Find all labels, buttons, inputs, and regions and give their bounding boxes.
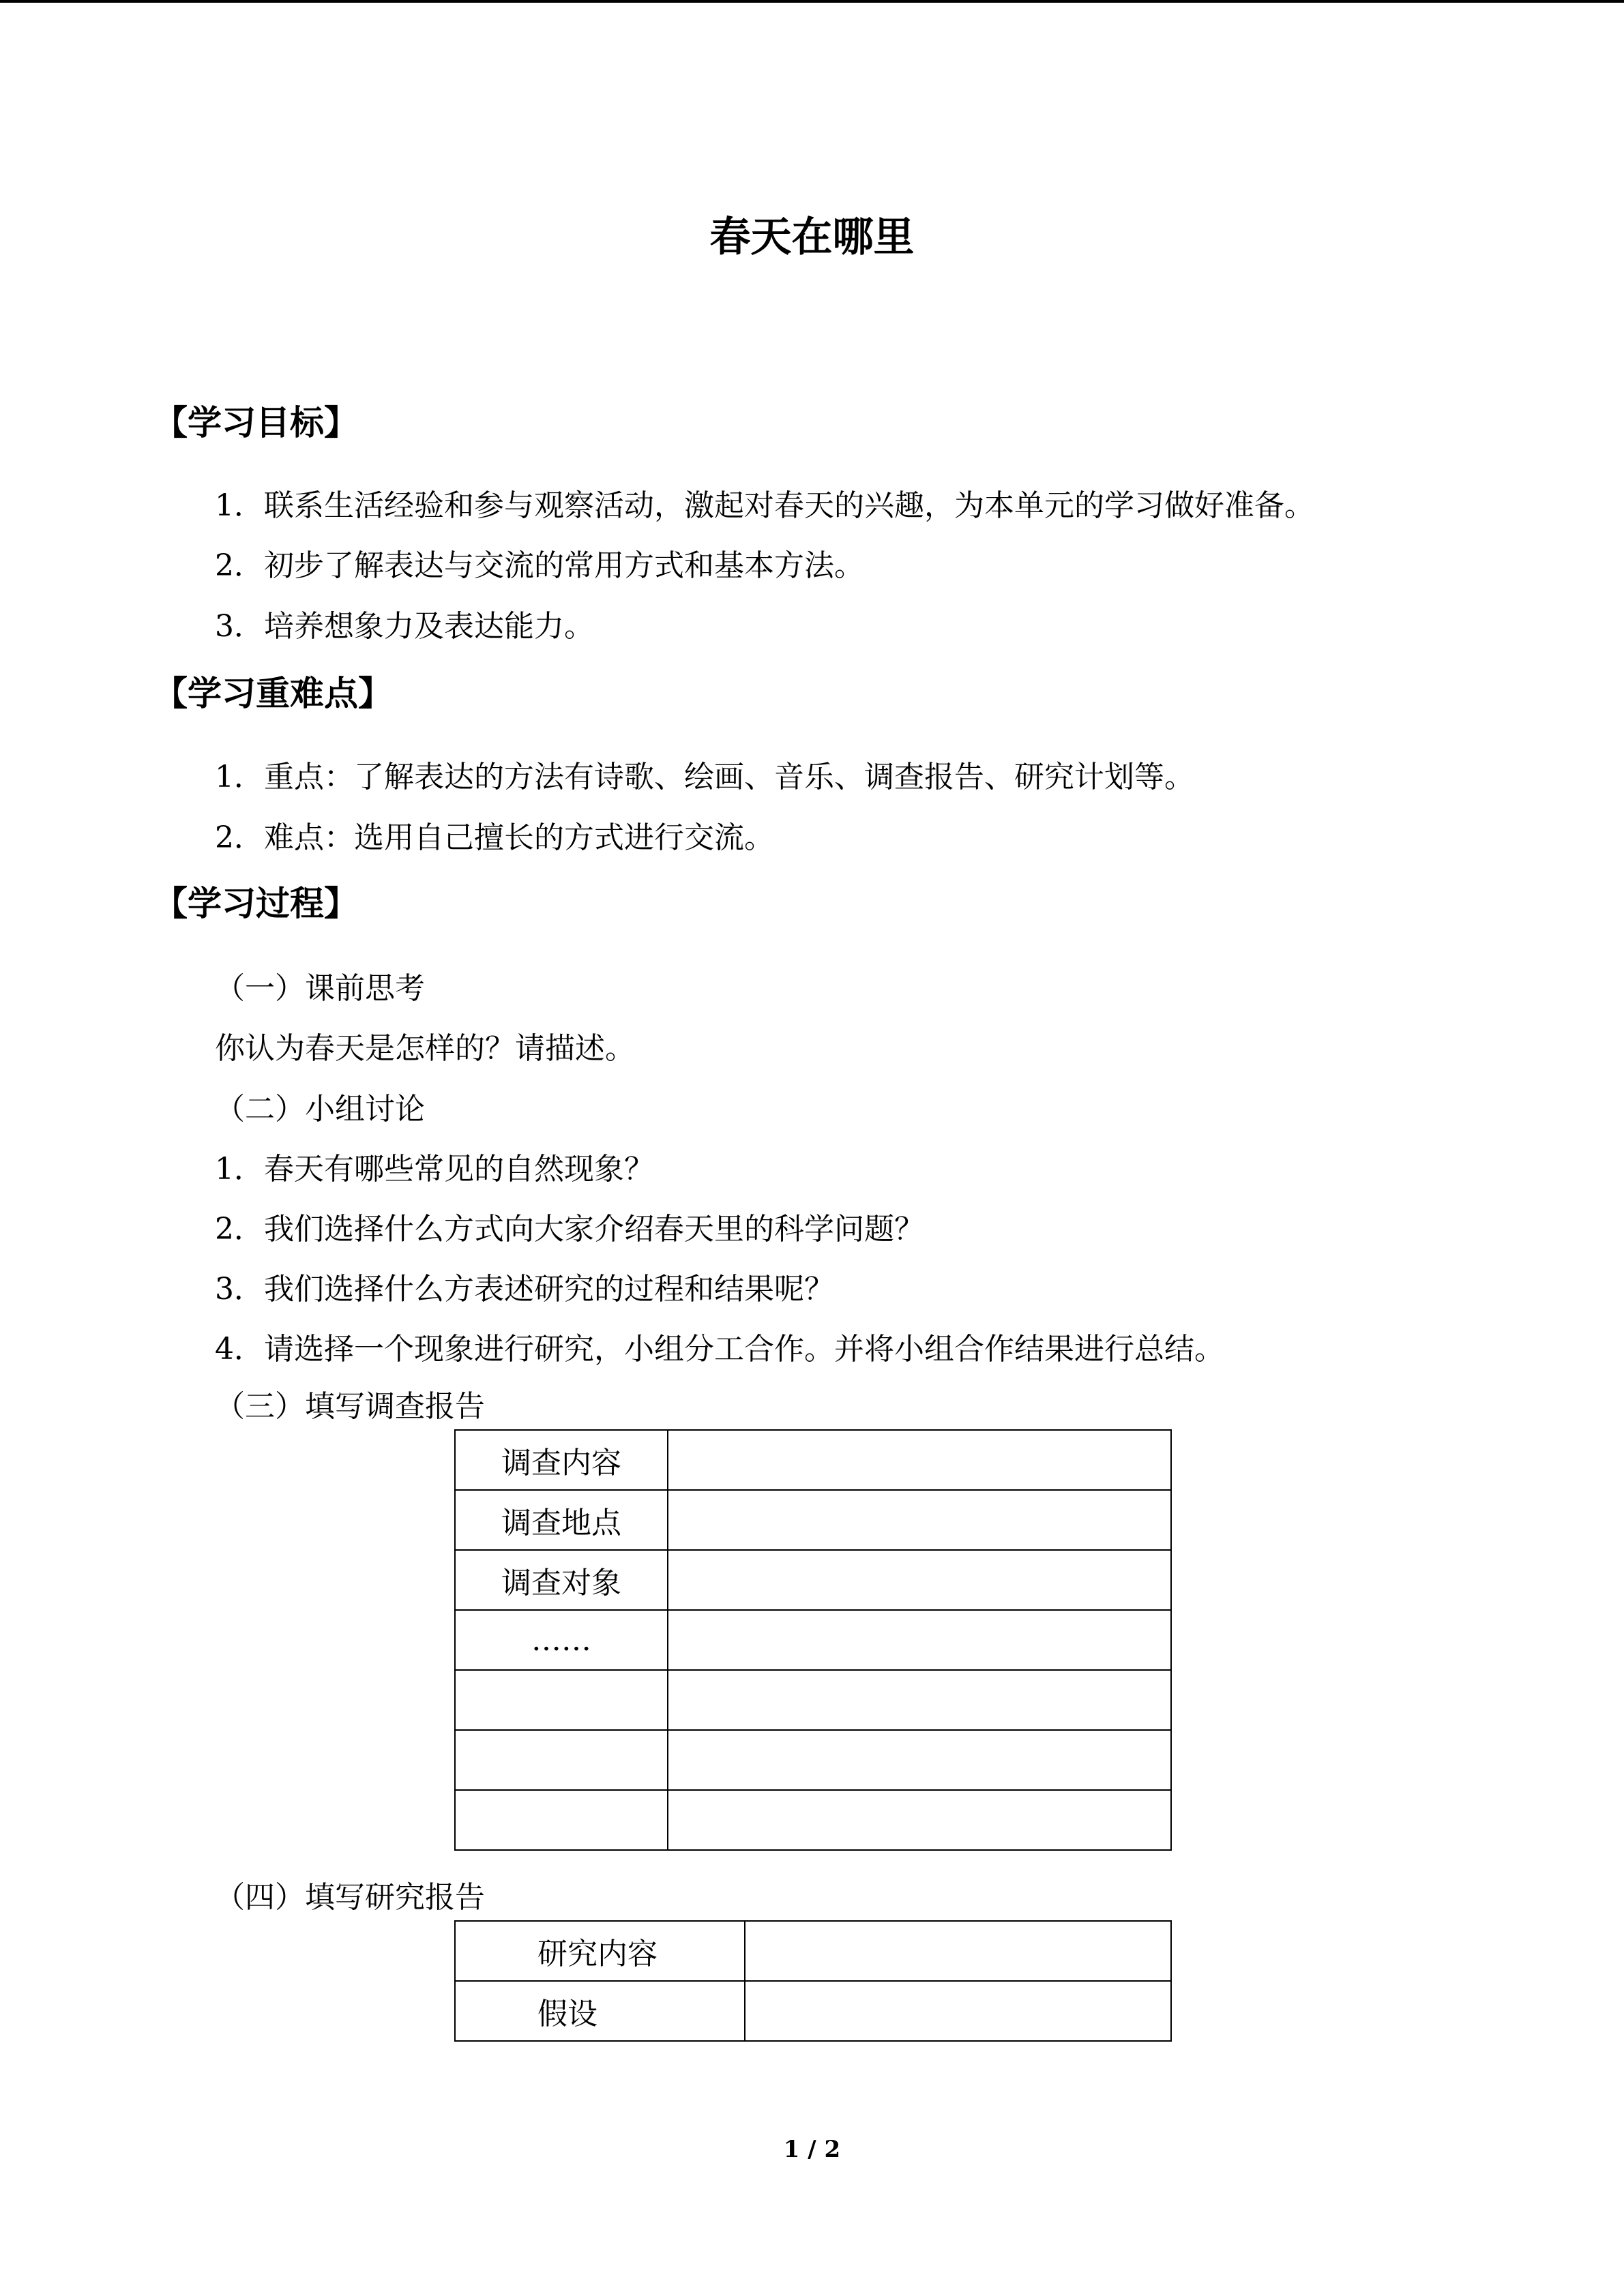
survey-report-table [454,1429,1172,1851]
table-row [455,1790,1171,1850]
top-border [0,0,1624,3]
survey-answer-cell[interactable] [668,1430,1171,1490]
discussion-item: 1．春天有哪些常见的自然现象？ [215,1152,654,1187]
survey-label-cell: 调查对象 [455,1550,668,1610]
goal-item: 1．联系生活经验和参与观察活动，激起对春天的兴趣，为本单元的学习做好准备。 [215,488,1314,523]
discussion-item: 4．请选择一个现象进行研究，小组分工合作。并将小组合作结果进行总结。 [215,1332,1224,1367]
survey-label-cell: 调查内容 [455,1430,668,1490]
research-answer-cell[interactable] [745,1981,1171,2041]
research-report-table [454,1920,1172,2042]
section-heading-keypoints: 【学习重难点】 [153,674,392,713]
table-row [455,1430,1171,1490]
part1-text: 你认为春天是怎样的？请描述。 [215,1031,635,1066]
survey-label-cell: …… [455,1610,668,1670]
survey-answer-cell[interactable] [668,1610,1171,1670]
survey-answer-cell[interactable] [668,1670,1171,1730]
table-row [455,1490,1171,1550]
survey-answer-cell[interactable] [668,1730,1171,1790]
page-number: 1 / 2 [783,2136,841,2163]
research-answer-cell[interactable] [745,1921,1171,1981]
part4-title: （四）填写研究报告 [215,1880,485,1915]
keypoint-item: 2．难点：选用自己擅长的方式进行交流。 [215,820,774,855]
survey-label-cell[interactable] [455,1670,668,1730]
discussion-item: 2．我们选择什么方式向大家介绍春天里的科学问题？ [215,1212,924,1247]
table-row [455,1981,1171,2041]
section-heading-goals: 【学习目标】 [153,403,358,443]
table-row [455,1670,1171,1730]
part3-title: （三）填写调查报告 [215,1389,485,1424]
research-label-cell: 研究内容 [455,1921,745,1981]
table-row [455,1921,1171,1981]
table-row [455,1550,1171,1610]
table-row [455,1730,1171,1790]
survey-label-cell: 调查地点 [455,1490,668,1550]
table-row [455,1610,1171,1670]
part1-title: （一）课前思考 [215,971,425,1006]
survey-answer-cell[interactable] [668,1550,1171,1610]
part2-title: （二）小组讨论 [215,1092,425,1127]
survey-label-cell[interactable] [455,1790,668,1850]
page-title: 春天在哪里 [709,213,915,261]
goal-item: 3．培养想象力及表达能力。 [215,609,594,644]
goal-item: 2．初步了解表达与交流的常用方式和基本方法。 [215,548,864,583]
keypoint-item: 1．重点：了解表达的方法有诗歌、绘画、音乐、调查报告、研究计划等。 [215,760,1194,794]
survey-answer-cell[interactable] [668,1790,1171,1850]
research-label-cell: 假设 [455,1981,745,2041]
survey-answer-cell[interactable] [668,1490,1171,1550]
discussion-item: 3．我们选择什么方表述研究的过程和结果呢？ [215,1272,834,1307]
survey-label-cell[interactable] [455,1730,668,1790]
section-heading-process: 【学习过程】 [153,884,358,923]
